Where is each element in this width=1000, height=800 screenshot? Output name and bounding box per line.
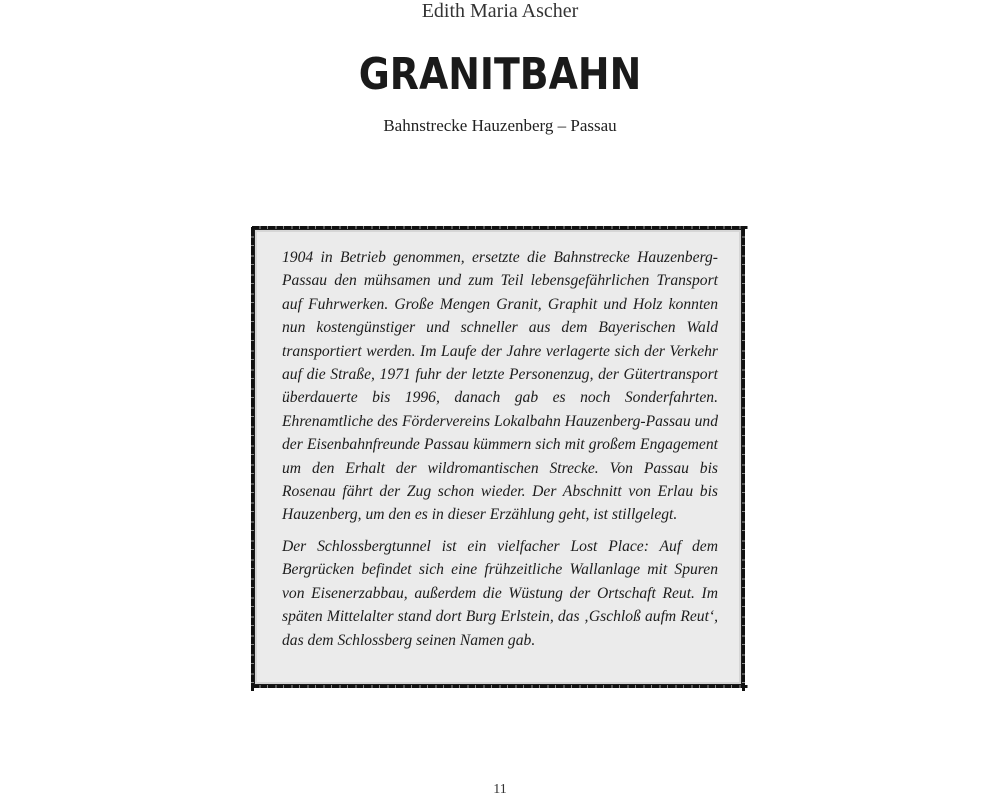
info-paragraph-history: 1904 in Betrieb genommen, ersetzte die Bahnstrecke Hauzenberg-Passau den mühsamen und zum Teil lebensgefährlichen Transport auf Fuhrwerken. Große Mengen Granit, Graphit und Holz konnten nun kostengünstiger und schneller aus dem Bayerischen Wald transportiert werden. Im Laufe der Jahre verlagerte sich der Verkehr auf die Straße, 1971 fuhr der letzte Personenzug, der Gütertransport überdauerte bis 1996, danach gab es noch Sonderfahrten. Ehrenamtliche des Fördervereins Lokalbahn Hauzenberg-Passau und der Eisenbahnfreunde Passau kümmern sich mit großem Engagement um den Erhalt der wildromantischen Strecke. Von Passau bis Rosenau fährt der Zug schon wieder. Der Abschnitt von Erlau bis Hauzenberg, um den es in dieser Erzählung geht, ist stillgelegt. (282, 249, 718, 524)
box-border-top (252, 226, 748, 229)
box-border-left (251, 227, 254, 691)
box-border-bottom (252, 685, 748, 688)
box-border-right (742, 227, 745, 691)
info-paragraph-tunnel: Der Schlossbergtunnel ist ein vielfacher Lost Place: Auf dem Bergrücken befindet sich eine frühzeitliche Wallanlage mit Spuren von Eisenerzabbau, außerdem die Wüstung der Ortschaft Reut. Im späten Mittelalter stand dort Burg Erlstein, das ‚Gschloß aufm Reut‘, das dem Schlossberg seinen Namen gab. (282, 537, 718, 649)
author-name: Edith Maria Ascher (421, 0, 579, 22)
info-box (253, 228, 743, 686)
page-number: 11 (493, 782, 507, 797)
info-box-text (282, 246, 718, 652)
chapter-title: GRANITBAHN (358, 49, 642, 100)
chapter-subtitle: Bahnstrecke Hauzenberg – Passau (383, 116, 617, 135)
